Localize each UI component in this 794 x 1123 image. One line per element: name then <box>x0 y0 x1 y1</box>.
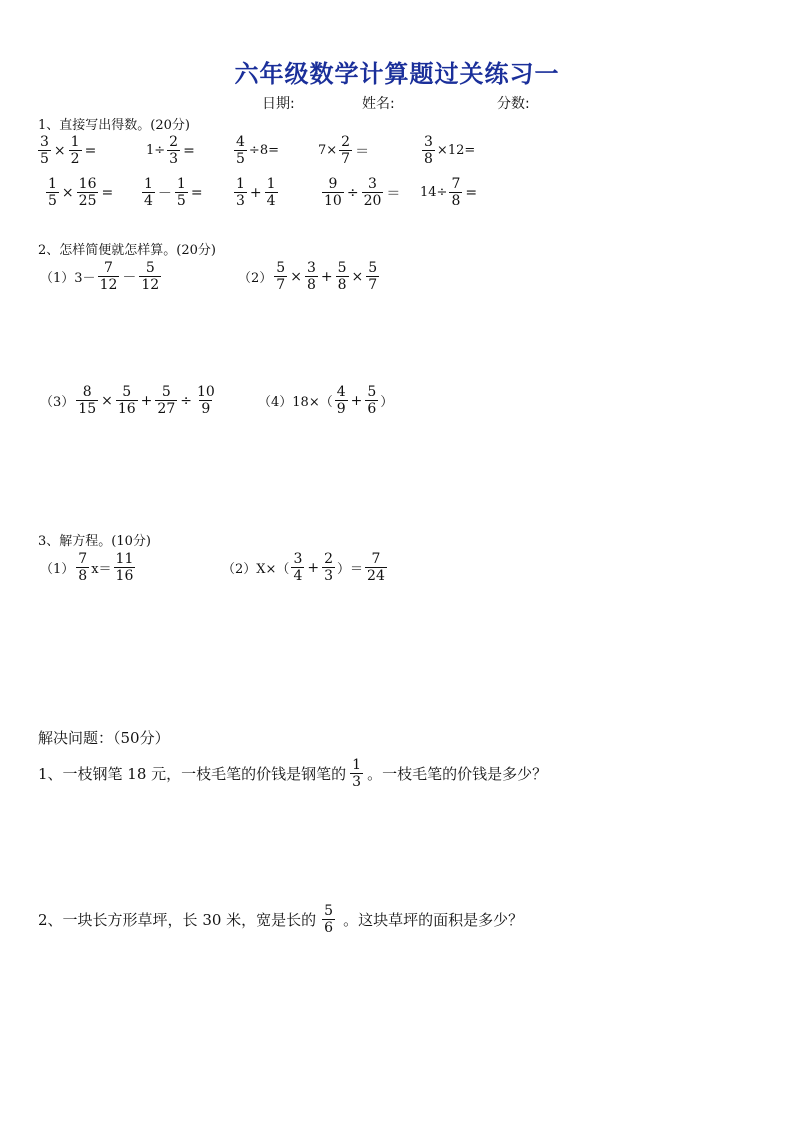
score-label: 分数: <box>497 96 530 112</box>
fraction: $\frac{5}{7}$ <box>276 260 286 293</box>
fraction: $\frac{1}{5}$ <box>176 176 186 209</box>
fraction: $\frac{3}{5}$ <box>40 134 49 167</box>
fraction: $\frac{1}{2}$ <box>70 134 80 167</box>
fraction: $\frac{11}{16}$ <box>115 551 134 584</box>
fraction: $\frac{3}{8}$ <box>306 260 316 293</box>
sec1-expr-4: 7× $\frac{2}{7}$ ＝ <box>318 134 370 167</box>
sec2-problem-4: （4） 18×（ $\frac{4}{9}$ + $\frac{5}{6}$ ） <box>258 384 394 417</box>
sec2-problem-2: （2） $\frac{5}{7}$ × $\frac{3}{8}$ + $\frac{5}{8}$ × $\frac{5}{7}$ <box>238 260 378 293</box>
fraction: $\frac{1}{3}$ <box>236 176 245 209</box>
fraction: $\frac{10}{9}$ <box>196 384 215 417</box>
sec2-problem-3: （3） $\frac{8}{15}$ × $\frac{5}{16}$ + $\frac{5}{27}$ ÷ $\frac{10}{9}$ <box>40 384 215 417</box>
sec1-expr-5: $\frac{3}{8}$ ×12= <box>424 134 476 167</box>
fraction: $\frac{5}{27}$ <box>157 384 176 417</box>
fraction: $\frac{7}{24}$ <box>367 551 385 584</box>
word-problem-2: 2、一块长方形草坪，长 30 米，宽是长的 $\frac{5}{6}$ 。这块草坪的面积是多少？ <box>38 903 524 936</box>
sec1-expr-3: $\frac{4}{5}$ ÷8= <box>236 134 279 167</box>
fraction: $\frac{5}{8}$ <box>337 260 347 293</box>
fraction: $\frac{7}{8}$ <box>78 551 88 584</box>
fraction: $\frac{5}{12}$ <box>141 260 160 293</box>
fraction: $\frac{8}{15}$ <box>78 384 97 417</box>
sec3-equation-1: （1） $\frac{7}{8}$ x＝ $\frac{11}{16}$ <box>40 551 134 584</box>
fraction: $\frac{5}{6}$ <box>367 384 377 417</box>
date-label: 日期: <box>262 96 295 112</box>
fraction: $\frac{2}{3}$ <box>169 134 179 167</box>
section-3-heading: 3、解方程。(10分) <box>38 534 151 549</box>
fraction: $\frac{7}{8}$ <box>451 176 461 209</box>
page-title: 六年级数学计算题过关练习一 <box>234 60 560 88</box>
fraction: $\frac{16}{25}$ <box>78 176 97 209</box>
fraction: $\frac{3}{4}$ <box>293 551 303 584</box>
sec1-expr-8: $\frac{1}{3}$ + $\frac{1}{4}$ <box>236 176 276 209</box>
section-1-heading: 1、直接写出得数。(20分) <box>38 118 190 133</box>
section-2-heading: 2、怎样简便就怎样算。(20分) <box>38 243 216 258</box>
fraction: $\frac{7}{12}$ <box>99 260 118 293</box>
fraction: $\frac{1}{3}$ <box>352 757 362 790</box>
fraction: $\frac{4}{5}$ <box>236 134 245 167</box>
fraction: $\frac{4}{9}$ <box>336 384 346 417</box>
sec1-expr-10: 14÷ $\frac{7}{8}$ = <box>420 176 478 209</box>
name-label: 姓名: <box>362 96 395 112</box>
fraction: $\frac{9}{10}$ <box>324 176 342 209</box>
sec1-expr-2: 1÷ $\frac{2}{3}$ = <box>146 134 195 167</box>
fraction: $\frac{2}{3}$ <box>324 551 334 584</box>
fraction: $\frac{5}{7}$ <box>368 260 378 293</box>
fraction: $\frac{3}{8}$ <box>424 134 433 167</box>
sec1-expr-1: $\frac{3}{5}$ × $\frac{1}{2}$ = <box>40 134 97 167</box>
fraction: $\frac{1}{4}$ <box>266 176 276 209</box>
fraction: $\frac{1}{5}$ <box>48 176 57 209</box>
fraction: $\frac{5}{16}$ <box>117 384 136 417</box>
sec2-problem-1: （1） 3－ $\frac{7}{12}$ － $\frac{5}{12}$ <box>40 260 160 293</box>
sec1-expr-6: $\frac{1}{5}$ × $\frac{16}{25}$ = <box>48 176 114 209</box>
fraction: $\frac{1}{4}$ <box>144 176 153 209</box>
sec3-equation-2: （2） X×（ $\frac{3}{4}$ + $\frac{2}{3}$ ）＝ $\frac{7}{24}$ <box>222 551 385 584</box>
word-problem-1: 1、一枝钢笔 18 元，一枝毛笔的价钱是钢笔的 $\frac{1}{3}$ 。一枝毛笔的价钱是多少？ <box>38 757 548 790</box>
sec1-expr-7: $\frac{1}{4}$ － $\frac{1}{5}$ = <box>144 176 203 209</box>
sec1-expr-9: $\frac{9}{10}$ ÷ $\frac{3}{20}$ ＝ <box>324 176 401 209</box>
fraction: $\frac{3}{20}$ <box>363 176 382 209</box>
fraction: $\frac{5}{6}$ <box>324 903 334 936</box>
section-4-heading: 解决问题：（50分） <box>38 729 170 747</box>
fraction: $\frac{2}{7}$ <box>341 134 351 167</box>
